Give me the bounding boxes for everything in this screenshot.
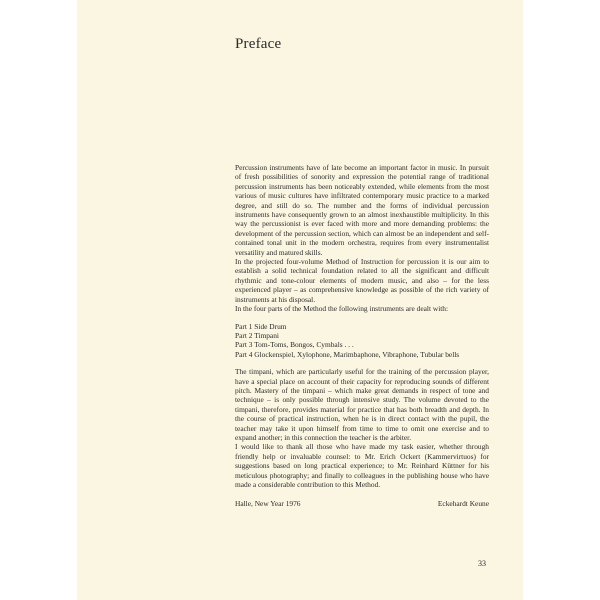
paragraph: In the four parts of the Method the following instruments are dealt with: <box>235 304 449 314</box>
list-item: Part 4 Glockenspiel, Xylophone, Marimbaphone, Vibraphone, Tubular bells <box>235 349 460 359</box>
place-date: Halle, New Year 1976 <box>235 499 301 509</box>
preface-body <box>235 163 489 509</box>
spacer <box>235 314 489 322</box>
parts-list <box>235 322 489 360</box>
book-page <box>77 0 523 600</box>
paragraph: In the projected four-volume Method of Instruction for percussion it is our aim to establish a solid technical foundation related to all the significant and difficult rhythmic and tone-colour elements of modern music, and also – for the less experienced player – as comprehensive knowledge as possible of the rich variety of instruments at his disposal. <box>235 257 489 304</box>
page-number: 33 <box>478 559 486 568</box>
list-item: Part 2 Timpani <box>235 330 279 340</box>
list-item: Part 3 Tom-Toms, Bongos, Cymbals . . . <box>235 340 354 350</box>
author-name: Eckehardt Keune <box>437 499 489 509</box>
spacer <box>235 359 489 367</box>
paragraph: The timpani, which are particularly useful for the training of the percussion player, have a special place on account of their capacity for reproducing sounds of different pitch. Mastery of the timpani – which make great demands in respect of tone and technique – is only possible through intensive study. The volume devoted to the timpani, therefore, provides material for practice that has both breadth and depth. In the course of practical instruction, when he is in direct contact with the pupil, the teacher may take it upon himself from time to time to omit one exercise and to expand another; in this connection the teacher is the arbiter. <box>235 367 489 442</box>
signature-line <box>235 499 489 508</box>
page-title: Preface <box>235 36 282 52</box>
paragraph: Percussion instruments have of late become an important factor in music. In pursuit of fresh possibilities of sonority and expression the potential range of traditional percussion instruments has been noticeably extended, while elements from the most various of music cultures have infiltrated contemporary music practice to a marked degree, and still do so. The number and the forms of individual percussion instruments have consequently grown to an almost inexhaustible multiplicity. In this way the percussionist is ever faced with more and more demanding problems: the development of the percussion section, which can almost be an independent and self-contained tonal unit in the modern orchestra, requires from every instrumentalist versatility and matured skills. <box>235 163 489 257</box>
paragraph: I would like to thank all those who have made my task easier, whether through friendly help or invaluable counsel: to Mr. Erich Ockert (Kammervirtuos) for suggestions based on long practical experience; to Mr. Reinhard Küttner for his meticulous photography; and finally to colleagues in the publishing house who have made a considerable contribution to this Method. <box>235 442 489 489</box>
list-item: Part 1 Side Drum <box>235 321 287 331</box>
